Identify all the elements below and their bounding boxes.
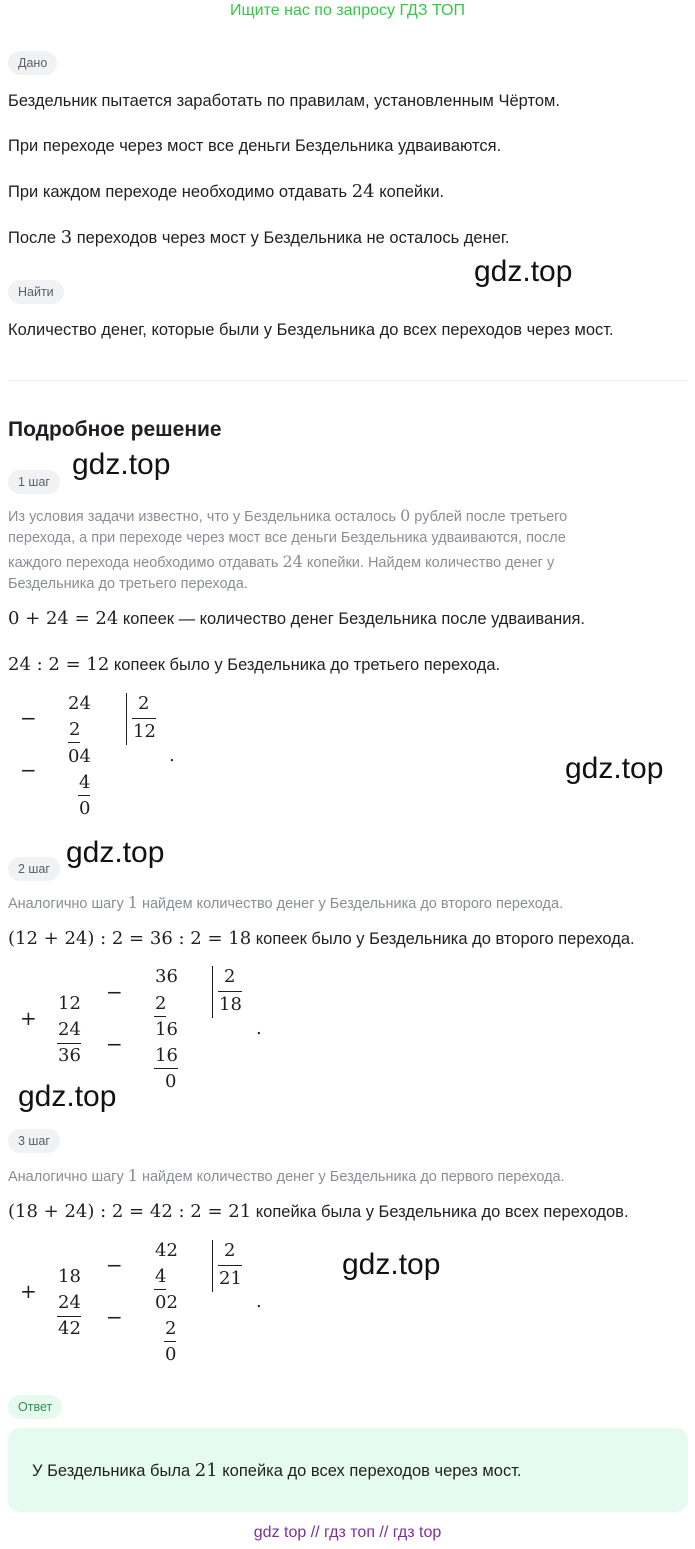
remainder: 0 bbox=[79, 798, 91, 819]
period: . bbox=[256, 1291, 262, 1312]
step-1-badge: 1 шаг bbox=[8, 470, 60, 494]
addend-1: 12 bbox=[58, 993, 81, 1014]
subtrahend-1: 2 bbox=[155, 993, 167, 1014]
division-bar bbox=[212, 966, 213, 1018]
sum-line bbox=[57, 1043, 81, 1044]
given-badge: Дано bbox=[8, 51, 57, 75]
quotient: 12 bbox=[133, 721, 156, 742]
find-text: Количество денег, которые были у Бездельника до всех переходов через мост. bbox=[8, 321, 614, 339]
watermark: gdz.top bbox=[18, 1080, 117, 1113]
underline bbox=[78, 795, 90, 796]
underline bbox=[154, 1068, 178, 1069]
underline bbox=[154, 1289, 166, 1290]
watermark: gdz.top bbox=[72, 448, 171, 481]
plus-sign: + bbox=[20, 1279, 37, 1303]
divisor: 2 bbox=[224, 966, 236, 987]
subtrahend-2: 2 bbox=[165, 1318, 177, 1339]
find-badge: Найти bbox=[8, 280, 64, 304]
remainder: 0 bbox=[165, 1344, 177, 1365]
step-2-badge: 2 шаг bbox=[8, 857, 60, 881]
step-1-desc-1: Из условия задачи известно, что у Бездельника осталось 0 рублей после третьего bbox=[8, 506, 568, 525]
minus-sign: − bbox=[106, 1032, 123, 1056]
watermark: gdz.top bbox=[565, 752, 664, 785]
underline bbox=[68, 742, 80, 743]
subtrahend-2: 4 bbox=[79, 772, 91, 793]
step-1-desc-3: каждого перехода необходимо отдавать 24 копейки. Найдем количество денег у bbox=[8, 552, 555, 571]
addend-2: 24 bbox=[58, 1292, 81, 1313]
period: . bbox=[256, 1018, 262, 1039]
minus-sign: − bbox=[106, 1305, 123, 1329]
solution-title: Подробное решение bbox=[8, 418, 222, 441]
underline bbox=[154, 1016, 166, 1017]
number-3: 3 bbox=[60, 227, 73, 248]
divisor: 2 bbox=[138, 693, 150, 714]
search-banner: Ищите нас по запросу ГДЗ ТОП bbox=[230, 2, 465, 19]
dividend: 42 bbox=[155, 1240, 178, 1261]
minus-sign: − bbox=[106, 980, 123, 1004]
step-2-equation: (12 + 24) : 2 = 36 : 2 = 18 копеек было у Бездельника до второго перехода. bbox=[8, 928, 635, 949]
remainder-1: 16 bbox=[155, 1019, 178, 1040]
minus-sign: − bbox=[106, 1253, 123, 1277]
given-line-2: При переходе через мост все деньги Бездельника удваиваются. bbox=[8, 137, 502, 155]
answer-text: У Бездельника была 21 копейка до всех переходов через мост. bbox=[32, 1460, 522, 1481]
step-3-badge: 3 шаг bbox=[8, 1129, 60, 1153]
footer-links[interactable]: gdz top // гдз топ // гдз top bbox=[253, 1524, 442, 1541]
divisor-line bbox=[218, 991, 242, 992]
sum-line bbox=[57, 1316, 81, 1317]
given-line-1: Бездельник пытается заработать по правилам, установленным Чёртом. bbox=[8, 92, 560, 110]
remainder-1: 04 bbox=[68, 746, 91, 767]
remainder: 0 bbox=[165, 1071, 177, 1092]
given-line-3: При каждом переходе необходимо отдавать 24 копейки. bbox=[8, 181, 445, 202]
watermark: gdz.top bbox=[474, 255, 573, 288]
watermark: gdz.top bbox=[66, 836, 165, 869]
answer-badge: Ответ bbox=[8, 1395, 62, 1419]
division-bar bbox=[126, 693, 127, 745]
step-2-desc: Аналогично шагу 1 найдем количество денег у Бездельника до второго перехода. bbox=[8, 893, 564, 912]
subtrahend-1: 2 bbox=[69, 719, 81, 740]
watermark: gdz.top bbox=[342, 1248, 441, 1281]
period: . bbox=[169, 745, 175, 766]
divisor-line bbox=[218, 1265, 242, 1266]
quotient: 18 bbox=[219, 994, 242, 1015]
minus-sign: − bbox=[20, 758, 37, 782]
sum: 42 bbox=[58, 1318, 81, 1339]
minus-sign: − bbox=[20, 706, 37, 730]
dividend: 24 bbox=[68, 693, 91, 714]
underline bbox=[164, 1341, 176, 1342]
addend-1: 18 bbox=[58, 1266, 81, 1287]
division-bar bbox=[212, 1240, 213, 1292]
divisor: 2 bbox=[224, 1240, 236, 1261]
dividend: 36 bbox=[155, 966, 178, 987]
subtrahend-2: 16 bbox=[155, 1045, 178, 1066]
step-1-equation-2: 24 : 2 = 12 копеек было у Бездельника до третьего перехода. bbox=[8, 654, 501, 675]
number-24: 24 bbox=[351, 181, 375, 202]
plus-sign: + bbox=[20, 1006, 37, 1030]
addend-2: 24 bbox=[58, 1019, 81, 1040]
remainder-1: 02 bbox=[155, 1292, 178, 1313]
step-1-equation-1: 0 + 24 = 24 копеек — количество денег Бездельника после удваивания. bbox=[8, 608, 585, 629]
quotient: 21 bbox=[219, 1268, 242, 1289]
divisor-line bbox=[132, 718, 156, 719]
section-divider bbox=[8, 380, 688, 381]
step-3-equation: (18 + 24) : 2 = 42 : 2 = 21 копейка была у Бездельника до всех переходов. bbox=[8, 1201, 629, 1222]
step-1-desc-4: Бездельника до третьего перехода. bbox=[8, 576, 248, 592]
subtrahend-1: 4 bbox=[155, 1266, 167, 1287]
sum: 36 bbox=[58, 1045, 81, 1066]
step-3-desc: Аналогично шагу 1 найдем количество денег у Бездельника до первого перехода. bbox=[8, 1166, 565, 1185]
given-line-4: После 3 переходов через мост у Бездельника не осталось денег. bbox=[8, 227, 510, 248]
step-1-desc-2: перехода, а при переходе через мост все деньги Бездельника удваиваются, после bbox=[8, 530, 566, 546]
